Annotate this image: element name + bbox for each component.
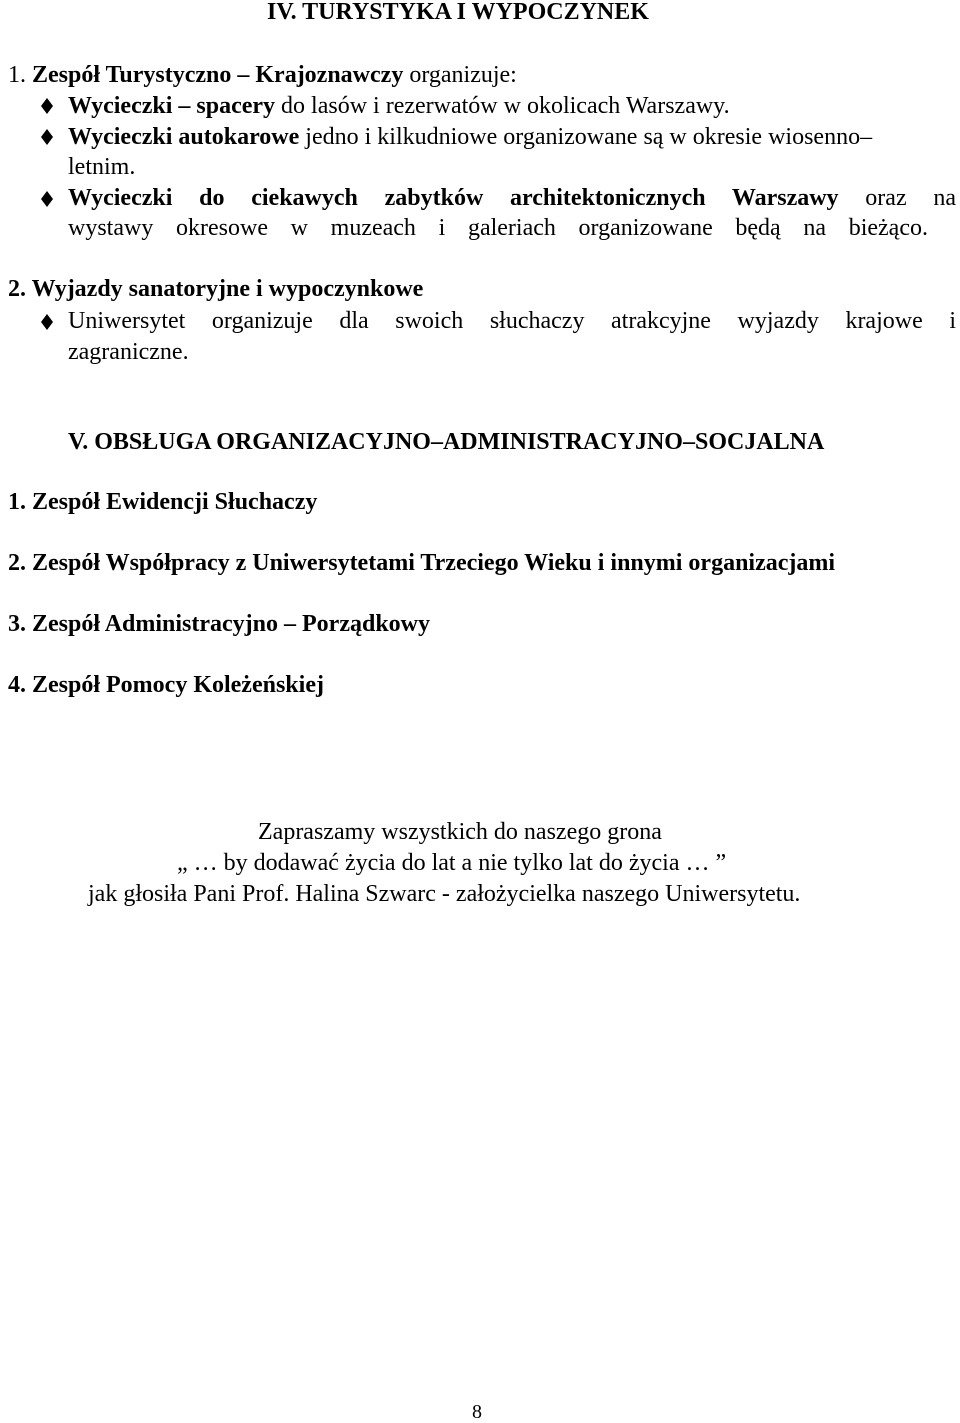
diamond-bullet-icon <box>40 96 54 116</box>
closing-quote: „ … by dodawać życia do lat a nie tylko lat do życia … ” <box>177 850 727 876</box>
item-label: Zespół Administracyjno – Porządkowy <box>32 611 431 637</box>
list-item <box>8 551 835 575</box>
list-item <box>8 673 324 697</box>
list-item <box>8 490 317 514</box>
item-1 <box>8 63 517 87</box>
bullet-bold-text: Wycieczki do ciekawych zabytków architektonicznych Warszawy <box>68 185 839 211</box>
diamond-bullet-icon <box>40 189 54 209</box>
item-title: Zespół Turystyczno – Krajoznawczy <box>32 62 404 88</box>
section-title-administration: V. OBSŁUGA ORGANIZACYJNO–ADMINISTRACYJNO–SOCJALNA <box>68 429 825 455</box>
item-label: Zespół Współpracy z Uniwersytetami Trzeciego Wieku i innymi organizacjami <box>32 550 836 576</box>
list-item <box>8 612 430 636</box>
closing-invitation: Zapraszamy wszystkich do naszego grona <box>258 819 662 845</box>
bullet-text: do lasów i rezerwatów w okolicach Warszawy. <box>275 93 730 119</box>
item-number: 4. <box>8 672 26 698</box>
bullet-text: jedno i kilkudniowe organizowane są w okresie wiosenno– <box>299 124 873 150</box>
section-title-tourism: IV. TURYSTYKA I WYPOCZYNEK <box>267 0 649 25</box>
bullet-coach-trips-cont: letnim. <box>68 154 136 180</box>
item-number: 1. <box>8 489 26 515</box>
item-number: 2. <box>8 276 26 302</box>
item-number: 3. <box>8 611 26 637</box>
bullet-walking-trips <box>68 94 730 118</box>
item-number: 1. <box>8 62 26 88</box>
item-label: Zespół Pomocy Koleżeńskiej <box>32 672 324 698</box>
bullet-bold-text: Wycieczki – spacery <box>68 93 276 119</box>
diamond-bullet-icon <box>40 312 54 332</box>
page-number: 8 <box>472 1401 482 1423</box>
bullet-text: oraz na <box>838 185 956 211</box>
bullet-sanatorium-trips: Uniwersytet organizuje dla swoich słuchaczy atrakcyjne wyjazdy krajowe i <box>68 308 956 334</box>
item-number: 2. <box>8 550 26 576</box>
diamond-bullet-icon <box>40 127 54 147</box>
item-label: Zespół Ewidencji Słuchaczy <box>32 489 318 515</box>
bullet-coach-trips <box>68 125 872 149</box>
item-2 <box>8 277 423 301</box>
item-rest: organizuje: <box>403 62 517 88</box>
bullet-bold-text: Wycieczki autokarowe <box>68 124 300 150</box>
bullet-sanatorium-trips-cont: zagraniczne. <box>68 339 189 365</box>
bullet-monuments-trips <box>68 186 956 210</box>
item-title: Wyjazdy sanatoryjne i wypoczynkowe <box>31 276 424 302</box>
bullet-monuments-trips-cont: wystawy okresowe w muzeach i galeriach organizowane będą na bieżąco. <box>68 215 928 241</box>
closing-attribution: jak głosiła Pani Prof. Halina Szwarc - założycielka naszego Uniwersytetu. <box>88 881 801 907</box>
